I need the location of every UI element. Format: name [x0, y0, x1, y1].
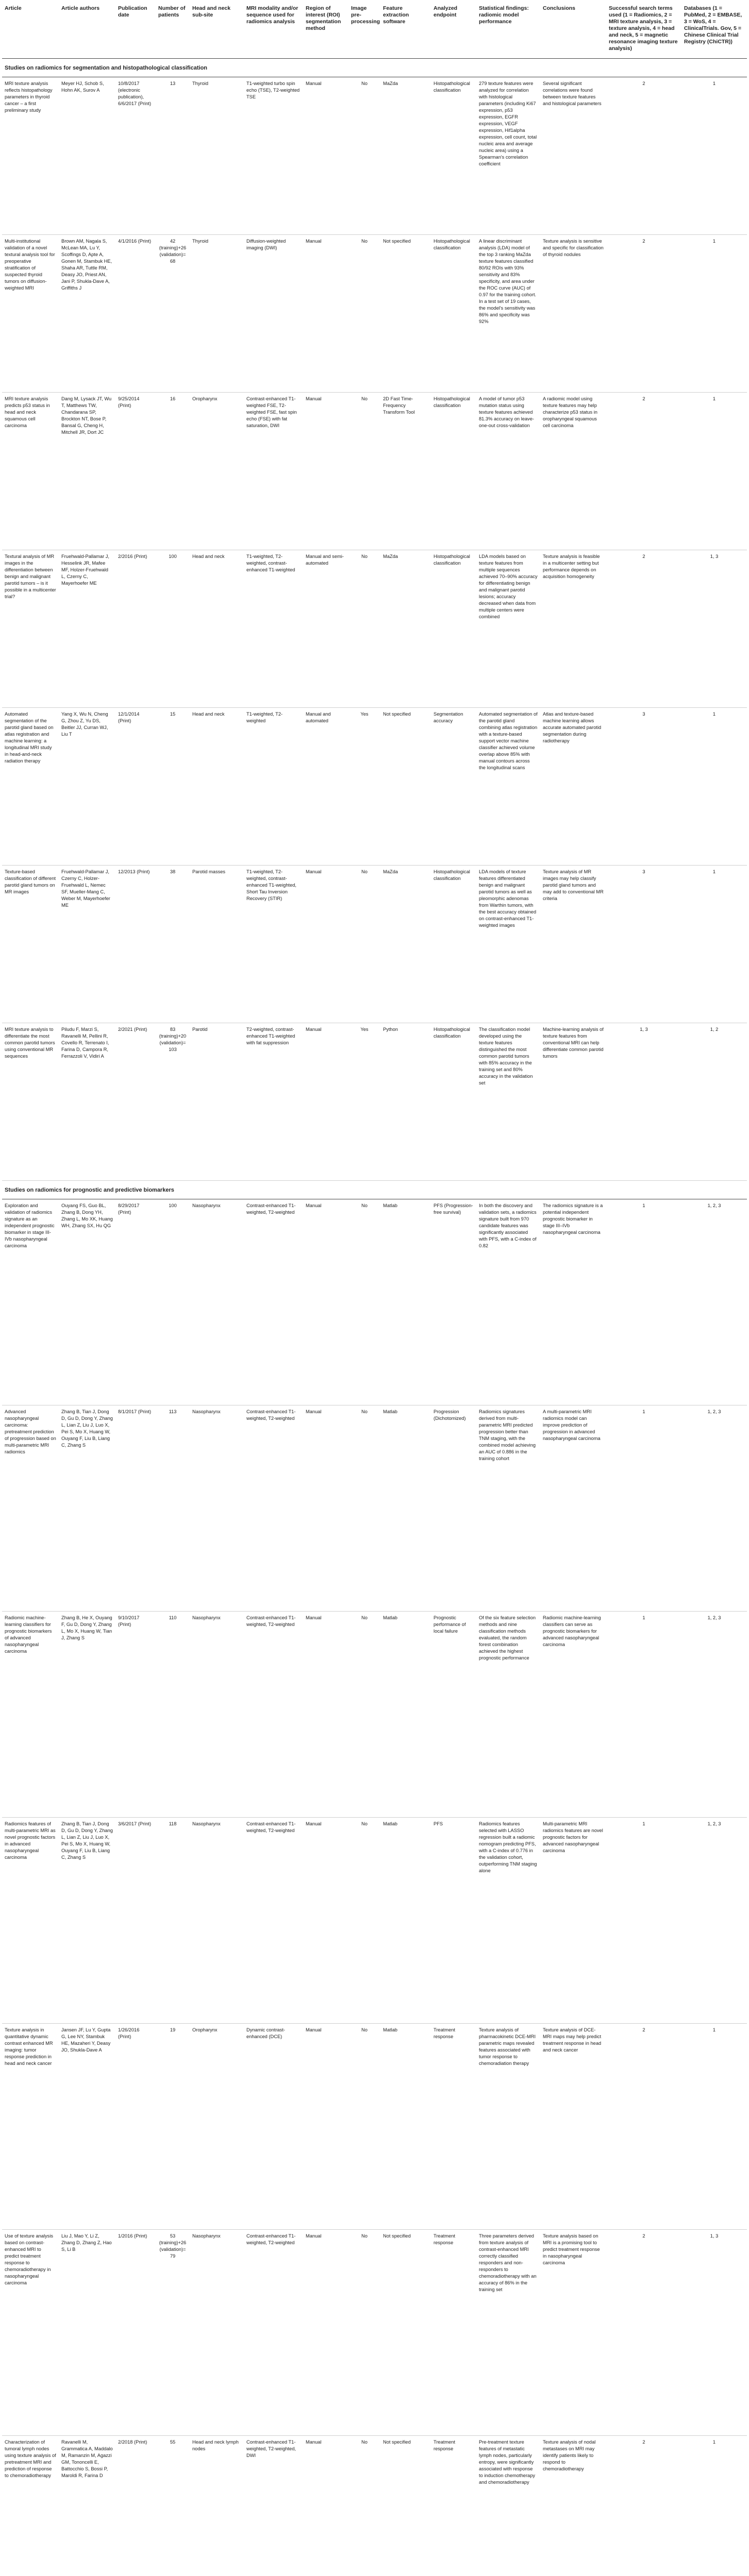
- cell-site: Oropharynx: [190, 393, 244, 550]
- cell-databases: 1, 2, 3: [681, 1405, 747, 1612]
- table-row: [2, 2024, 747, 2230]
- table-row: [2, 1199, 747, 1405]
- cell-article: Characterization of tumoral lymph nodes using texture analysis of pretreatment MRI and prediction of response to chemoradiotherapy: [2, 2436, 59, 2576]
- cell-preproc: No: [348, 393, 380, 550]
- cell-endpoint: Treatment response: [431, 2436, 476, 2576]
- cell-terms: 2: [606, 393, 681, 550]
- table-header: [2, 0, 747, 59]
- cell-conclusions: A radiomic model using texture features may help characterize p53 status in oropharyngeal squamous cell carcinoma: [540, 393, 606, 550]
- cell-authors: Piludu F, Marzi S, Ravanelli M, Pellini R, Covello R, Terrenato I, Farina D, Campora R, Ferrazzoli V, Vidiri A: [59, 1023, 115, 1181]
- cell-patients: 42 (training)+26 (validation)=68: [156, 235, 190, 393]
- cell-databases: 1: [681, 77, 747, 235]
- cell-authors: Fruehwald-Pallamar J, Czerny C, Holzer-Fruehwald L, Nemec SF, Mueller-Mang C, Weber M, Mayerhoefer ME: [59, 866, 115, 1023]
- table-row: [2, 550, 747, 708]
- cell-authors: Zhang B, Tian J, Dong D, Gu D, Dong Y, Zhang L, Lian Z, Liu J, Luo X, Pei S, Mo X, Huang W, Ouyang F, Liu B, Liang C, Zhang S: [59, 1405, 115, 1612]
- cell-mri: Contrast-enhanced T1-weighted, T2-weighted: [244, 1199, 303, 1405]
- cell-site: Head and neck: [190, 550, 244, 708]
- cell-site: Parotid masses: [190, 866, 244, 1023]
- cell-findings: LDA models of texture features differentiated benign and malignant parotid tumors as well as pleomorphic adenomas from Warthin tumors, with the best accuracy obtained on contrast-enhanced T1-weighted images: [476, 866, 540, 1023]
- cell-databases: 1, 2: [681, 1023, 747, 1181]
- cell-preproc: No: [348, 2436, 380, 2576]
- cell-endpoint: Treatment response: [431, 2024, 476, 2230]
- cell-date: 1/26/2016 (Print): [115, 2024, 156, 2230]
- cell-conclusions: Texture analysis of MR images may help classify parotid gland tumors and may add to conventional MR criteria: [540, 866, 606, 1023]
- cell-patients: 53 (training)+26 (validation)=79: [156, 2230, 190, 2436]
- cell-endpoint: Histopathological classification: [431, 77, 476, 235]
- header-row: [2, 0, 747, 59]
- cell-authors: Dang M, Lysack JT, Wu T, Matthews TW, Chandarana SP, Brockton NT, Bose P, Bansal G, Cheng H, Mitchell JR, Dort JC: [59, 393, 115, 550]
- cell-findings: Pre-treatment texture features of metastatic lymph nodes, particularly entropy, were significantly associated with response to induction chemotherapy and chemoradiotherapy: [476, 2436, 540, 2576]
- cell-date: 9/25/2014 (Print): [115, 393, 156, 550]
- header-mri: MRI modality and/or sequence used for radiomics analysis: [244, 0, 303, 59]
- cell-article: Texture analysis in quantitative dynamic contrast enhanced MR imaging: tumor response prediction in head and neck cancer: [2, 2024, 59, 2230]
- cell-article: Multi-institutional validation of a novel textural analysis tool for preoperative stratification of suspected thyroid tumors on diffusion-weighted MRI: [2, 235, 59, 393]
- cell-terms: 2: [606, 77, 681, 235]
- cell-findings: 279 texture features were analyzed for correlation with histological parameters (including Ki67 expression, p53 expression, EGFR expression, VEGF expression, Hif1alpha expression, cell count, total nucleic area and average nucleic area) using a Spearman's correlation coefficient: [476, 77, 540, 235]
- cell-date: 2/2016 (Print): [115, 550, 156, 708]
- cell-preproc: No: [348, 1818, 380, 2024]
- header-date: Publication date: [115, 0, 156, 59]
- cell-terms: 2: [606, 2230, 681, 2436]
- cell-mri: Contrast-enhanced T1-weighted FSE, T2-weighted FSE, fast spin echo (FSE) with fat saturation, DWI: [244, 393, 303, 550]
- cell-terms: 3: [606, 708, 681, 866]
- cell-patients: 19: [156, 2024, 190, 2230]
- cell-date: 8/29/2017 (Print): [115, 1199, 156, 1405]
- cell-software: MaZda: [380, 550, 431, 708]
- table-row: [2, 77, 747, 235]
- cell-preproc: No: [348, 1199, 380, 1405]
- cell-software: MaZda: [380, 866, 431, 1023]
- cell-site: Head and neck lymph nodes: [190, 2436, 244, 2576]
- cell-findings: The classification model developed using the texture features distinguished the most common parotid tumors with 85% accuracy in the training set and 80% accuracy in the validation set: [476, 1023, 540, 1181]
- cell-patients: 100: [156, 1199, 190, 1405]
- cell-databases: 1, 3: [681, 2230, 747, 2436]
- cell-article: Use of texture analysis based on contrast-enhanced MRI to predict treatment response to chemoradiotherapy in nasopharyngeal carcinoma: [2, 2230, 59, 2436]
- cell-software: Matlab: [380, 2024, 431, 2230]
- cell-mri: Contrast-enhanced T1-weighted, T2-weighted: [244, 1818, 303, 2024]
- cell-databases: 1, 2, 3: [681, 1199, 747, 1405]
- cell-endpoint: Histopathological classification: [431, 393, 476, 550]
- cell-authors: Ravanelli M, Grammatica A, Maddalo M, Ramanzin M, Agazzi GM, Tononcelli E, Battocchio S, Bossi P, Maroldi R, Farina D: [59, 2436, 115, 2576]
- section-row: [2, 1181, 747, 1199]
- cell-terms: 2: [606, 550, 681, 708]
- cell-findings: Three parameters derived from texture analysis of contrast-enhanced MRI correctly classified responders and non-responders to chemoradiotherapy with an accuracy of 86% in the training set: [476, 2230, 540, 2436]
- cell-mri: Contrast-enhanced T1-weighted, T2-weighted: [244, 1612, 303, 1818]
- header-databases: Databases (1 = PubMed, 2 = EMBASE, 3 = WoS, 4 = ClinicalTrials. Gov, 5 = Chinese Clinical Trial Registry (ChiCTR)): [681, 0, 747, 59]
- cell-mri: T1-weighted, T2-weighted: [244, 708, 303, 866]
- section-title: Studies on radiomics for prognostic and predictive biomarkers: [2, 1181, 747, 1199]
- cell-endpoint: Histopathological classification: [431, 235, 476, 393]
- cell-article: MRI texture analysis reflects histopathology parameters in thyroid cancer – a first preliminary study: [2, 77, 59, 235]
- cell-findings: A linear discriminant analysis (LDA) model of the top 3 ranking MaZda texture features classified 80/92 ROIs with 93% sensitivity and 83% specificity, and area under the ROC curve (AUC) of 0.97 for the training cohort. In a test set of 19 cases, the model's sensitivity was 86% and specificity was 92%: [476, 235, 540, 393]
- cell-site: Nasopharynx: [190, 1818, 244, 2024]
- cell-software: Python: [380, 1023, 431, 1181]
- table-row: [2, 393, 747, 550]
- cell-authors: Ouyang FS, Guo BL, Zhang B, Dong YH, Zhang L, Mo XK, Huang WH, Zhang SX, Hu QG: [59, 1199, 115, 1405]
- section-row: [2, 59, 747, 77]
- cell-findings: Of the six feature selection methods and nine classification methods evaluated, the random forest combination achieved the highest prognostic performance: [476, 1612, 540, 1818]
- cell-article: Radiomic machine-learning classifiers for prognostic biomarkers of advanced nasopharyngeal carcinoma: [2, 1612, 59, 1818]
- cell-terms: 2: [606, 2024, 681, 2230]
- cell-terms: 2: [606, 2436, 681, 2576]
- cell-preproc: Yes: [348, 708, 380, 866]
- cell-date: 2/2018 (Print): [115, 2436, 156, 2576]
- cell-databases: 1, 2, 3: [681, 1818, 747, 2024]
- cell-article: MRI texture analysis to differentiate the most common parotid tumors using conventional MR sequences: [2, 1023, 59, 1181]
- table-row: [2, 2230, 747, 2436]
- cell-roi: Manual: [303, 2436, 348, 2576]
- cell-findings: Radiomics signatures derived from multi-parametric MRI predicted progression better than TNM staging, with the combined model achieving an AUC of 0.886 in the training cohort: [476, 1405, 540, 1612]
- cell-endpoint: Segmentation accuracy: [431, 708, 476, 866]
- cell-databases: 1: [681, 2436, 747, 2576]
- cell-date: 12/1/2014 (Print): [115, 708, 156, 866]
- cell-conclusions: Texture analysis is sensitive and specific for classification of thyroid nodules: [540, 235, 606, 393]
- cell-mri: T2-weighted, contrast-enhanced T1-weighted with fat suppression: [244, 1023, 303, 1181]
- header-authors: Article authors: [59, 0, 115, 59]
- cell-software: Matlab: [380, 1612, 431, 1818]
- cell-roi: Manual and automated: [303, 708, 348, 866]
- cell-endpoint: PFS (Progression-free survival): [431, 1199, 476, 1405]
- cell-preproc: No: [348, 2024, 380, 2230]
- header-preproc: Image pre-processing: [348, 0, 380, 59]
- cell-software: 2D Fast Time-Frequency Transform Tool: [380, 393, 431, 550]
- cell-date: 3/6/2017 (Print): [115, 1818, 156, 2024]
- cell-terms: 2: [606, 235, 681, 393]
- cell-preproc: No: [348, 1612, 380, 1818]
- cell-preproc: No: [348, 1405, 380, 1612]
- cell-databases: 1: [681, 393, 747, 550]
- cell-conclusions: Multi-parametric MRI radiomics features are novel prognostic factors for advanced nasopharyngeal carcinoma: [540, 1818, 606, 2024]
- cell-date: 12/2013 (Print): [115, 866, 156, 1023]
- cell-findings: A model of tumor p53 mutation status using texture features achieved 81.3% accuracy on leave-one-out cross-validation: [476, 393, 540, 550]
- section-title: Studies on radiomics for segmentation and histopathological classification: [2, 59, 747, 77]
- cell-conclusions: Several significant correlations were found between texture features and histological parameters: [540, 77, 606, 235]
- cell-databases: 1: [681, 866, 747, 1023]
- cell-roi: Manual: [303, 1612, 348, 1818]
- cell-software: Matlab: [380, 1818, 431, 2024]
- table-row: [2, 708, 747, 866]
- cell-software: Not specified: [380, 2436, 431, 2576]
- cell-software: Not specified: [380, 2230, 431, 2436]
- cell-conclusions: Texture analysis based on MRI is a promising tool to predict treatment response in nasopharyngeal carcinoma: [540, 2230, 606, 2436]
- cell-mri: T1-weighted, T2-weighted, contrast-enhanced T1-weighted: [244, 550, 303, 708]
- table-body: [2, 59, 747, 2576]
- cell-site: Head and neck: [190, 708, 244, 866]
- cell-date: 4/1/2016 (Print): [115, 235, 156, 393]
- cell-authors: Zhang B, He X, Ouyang F, Gu D, Dong Y, Zhang L, Mo X, Huang W, Tian J, Zhang S: [59, 1612, 115, 1818]
- literature-table: [2, 0, 747, 2576]
- cell-findings: In both the discovery and validation sets, a radiomics signature built from 970 candidate features was significantly associated with PFS, with a C-index of 0.82: [476, 1199, 540, 1405]
- cell-endpoint: Histopathological classification: [431, 866, 476, 1023]
- header-terms: Successful search terms used (1 = Radiomics, 2 = MRI texture analysis, 3 = texture analysis, 4 = head and neck, 5 = magnetic resonance imaging texture analysis): [606, 0, 681, 59]
- cell-roi: Manual: [303, 1199, 348, 1405]
- cell-conclusions: Radiomic machine-learning classifiers can serve as prognostic biomarkers for advanced nasopharyngeal carcinoma: [540, 1612, 606, 1818]
- cell-conclusions: Atlas and texture-based machine learning allows accurate automated parotid segmentation during radiotherapy: [540, 708, 606, 866]
- cell-endpoint: Treatment response: [431, 2230, 476, 2436]
- cell-preproc: No: [348, 866, 380, 1023]
- cell-roi: Manual: [303, 393, 348, 550]
- cell-software: Matlab: [380, 1199, 431, 1405]
- cell-patients: 38: [156, 866, 190, 1023]
- header-article: Article: [2, 0, 59, 59]
- cell-preproc: No: [348, 77, 380, 235]
- cell-authors: Zhang B, Tian J, Dong D, Gu D, Dong Y, Zhang L, Lian Z, Liu J, Luo X, Pei S, Mo X, Huang W, Ouyang F, Liu B, Liang C, Zhang S: [59, 1818, 115, 2024]
- cell-findings: Texture analysis of pharmacokinetic DCE-MRI parametric maps revealed features associated with tumor response to chemoradiation therapy: [476, 2024, 540, 2230]
- cell-conclusions: Texture analysis of DCE-MRI maps may help predict treatment response in head and neck cancer: [540, 2024, 606, 2230]
- cell-mri: Contrast-enhanced T1-weighted, T2-weighted, DWI: [244, 2436, 303, 2576]
- cell-authors: Liu J, Mao Y, Li Z, Zhang D, Zhang Z, Hao S, Li B: [59, 2230, 115, 2436]
- cell-databases: 1: [681, 235, 747, 393]
- cell-preproc: No: [348, 2230, 380, 2436]
- cell-conclusions: Texture analysis of nodal metastases on MRI may identify patients likely to respond to chemoradiotherapy: [540, 2436, 606, 2576]
- cell-software: MaZda: [380, 77, 431, 235]
- cell-date: 1/2016 (Print): [115, 2230, 156, 2436]
- cell-databases: 1: [681, 2024, 747, 2230]
- cell-software: Not specified: [380, 708, 431, 866]
- cell-roi: Manual: [303, 235, 348, 393]
- cell-authors: Brown AM, Nagala S, McLean MA, Lu Y, Scoffings D, Apte A, Gonen M, Stambuk HE, Shaha AR, Tuttle RM, Deasy JO, Priest AN, Jani P, Shukla-Dave A, Griffiths J: [59, 235, 115, 393]
- cell-preproc: No: [348, 235, 380, 393]
- cell-findings: LDA models based on texture features from multiple sequences achieved 70–90% accuracy for differentiating benign and malignant parotid lesions; accuracy decreased when data from multiple centers were combined: [476, 550, 540, 708]
- table-row: [2, 1818, 747, 2024]
- cell-roi: Manual and semi-automated: [303, 550, 348, 708]
- cell-endpoint: Histopathological classification: [431, 1023, 476, 1181]
- cell-mri: Dynamic contrast-enhanced (DCE): [244, 2024, 303, 2230]
- cell-roi: Manual: [303, 1023, 348, 1181]
- cell-roi: Manual: [303, 77, 348, 235]
- cell-patients: 15: [156, 708, 190, 866]
- cell-article: Texture-based classification of different parotid gland tumors on MR images: [2, 866, 59, 1023]
- table-row: [2, 1023, 747, 1181]
- cell-patients: 100: [156, 550, 190, 708]
- header-conclusions: Conclusions: [540, 0, 606, 59]
- cell-patients: 55: [156, 2436, 190, 2576]
- cell-terms: 1: [606, 1405, 681, 1612]
- cell-databases: 1: [681, 708, 747, 866]
- cell-software: Matlab: [380, 1405, 431, 1612]
- cell-authors: Meyer HJ, Schob S, Hohn AK, Surov A: [59, 77, 115, 235]
- cell-patients: 118: [156, 1818, 190, 2024]
- cell-preproc: Yes: [348, 1023, 380, 1181]
- cell-findings: Automated segmentation of the parotid gland combining atlas registration with a texture-based support vector machine classifier achieved volume overlap above 85% with manual contours across the longitudinal scans: [476, 708, 540, 866]
- cell-patients: 16: [156, 393, 190, 550]
- cell-patients: 13: [156, 77, 190, 235]
- header-site: Head and neck sub-site: [190, 0, 244, 59]
- table-row: [2, 866, 747, 1023]
- cell-conclusions: The radiomics signature is a potential independent prognostic biomarker in stage III–IVb nasopharyngeal carcinoma: [540, 1199, 606, 1405]
- cell-mri: Contrast-enhanced T1-weighted, T2-weighted: [244, 1405, 303, 1612]
- cell-site: Nasopharynx: [190, 1405, 244, 1612]
- cell-article: Automated segmentation of the parotid gland based on atlas registration and machine learning: a longitudinal MRI study in head-and-neck radiation therapy: [2, 708, 59, 866]
- header-roi: Region of interest (ROI) segmentation method: [303, 0, 348, 59]
- cell-site: Thyroid: [190, 77, 244, 235]
- cell-endpoint: PFS: [431, 1818, 476, 2024]
- cell-mri: Contrast-enhanced T1-weighted, T2-weighted: [244, 2230, 303, 2436]
- cell-roi: Manual: [303, 1818, 348, 2024]
- table-row: [2, 1405, 747, 1612]
- cell-article: Radiomics features of multi-parametric MRI as novel prognostic factors in advanced nasopharyngeal carcinoma: [2, 1818, 59, 2024]
- cell-conclusions: A multi-parametric MRI radiomics model can improve prediction of progression in advanced nasopharyngeal carcinoma: [540, 1405, 606, 1612]
- cell-date: 9/10/2017 (Print): [115, 1612, 156, 1818]
- cell-conclusions: Machine-learning analysis of texture features from conventional MRI can help differentiate common parotid tumors: [540, 1023, 606, 1181]
- cell-software: Not specified: [380, 235, 431, 393]
- header-patients: Number of patients: [156, 0, 190, 59]
- cell-site: Thyroid: [190, 235, 244, 393]
- cell-site: Nasopharynx: [190, 2230, 244, 2436]
- cell-mri: T1-weighted turbo spin echo (TSE), T2-weighted TSE: [244, 77, 303, 235]
- header-software: Feature extraction software: [380, 0, 431, 59]
- table-row: [2, 235, 747, 393]
- cell-terms: 1: [606, 1818, 681, 2024]
- cell-endpoint: Progression (Dichotomized): [431, 1405, 476, 1612]
- table-row: [2, 1612, 747, 1818]
- cell-patients: 83 (training)+20 (validation)=103: [156, 1023, 190, 1181]
- cell-authors: Yang X, Wu N, Cheng G, Zhou Z, Yu DS, Beitler JJ, Curran WJ, Liu T: [59, 708, 115, 866]
- cell-date: 10/8/2017 (electronic publication), 6/6/2017 (Print): [115, 77, 156, 235]
- cell-databases: 1, 3: [681, 550, 747, 708]
- cell-date: 2/2021 (Print): [115, 1023, 156, 1181]
- cell-mri: T1-weighted, T2-weighted, contrast-enhanced T1-weighted, Short Tau Inversion Recovery (STIR): [244, 866, 303, 1023]
- cell-databases: 1, 2, 3: [681, 1612, 747, 1818]
- table-row: [2, 2436, 747, 2576]
- cell-terms: 1: [606, 1612, 681, 1818]
- cell-date: 8/1/2017 (Print): [115, 1405, 156, 1612]
- cell-roi: Manual: [303, 2230, 348, 2436]
- cell-terms: 3: [606, 866, 681, 1023]
- cell-site: Parotid: [190, 1023, 244, 1181]
- cell-terms: 1: [606, 1199, 681, 1405]
- cell-authors: Fruehwald-Pallamar J, Hesselink JR, Mafee MF, Holzer-Fruehwald L, Czerny C, Mayerhoefer ME: [59, 550, 115, 708]
- cell-article: Textural analysis of MR images in the differentiation between benign and malignant parotid tumors – is it possible in a multicenter trial?: [2, 550, 59, 708]
- cell-roi: Manual: [303, 2024, 348, 2230]
- cell-article: Advanced nasopharyngeal carcinoma: pretreatment prediction of progression based on multi-parametric MRI radiomics: [2, 1405, 59, 1612]
- cell-patients: 113: [156, 1405, 190, 1612]
- cell-article: Exploration and validation of radiomics signature as an independent prognostic biomarker in stage III-IVb nasopharyngeal carcinoma: [2, 1199, 59, 1405]
- cell-conclusions: Texture analysis is feasible in a multicenter setting but performance depends on acquisition homogeneity: [540, 550, 606, 708]
- cell-endpoint: Histopathological classification: [431, 550, 476, 708]
- cell-findings: Radiomics features selected with LASSO regression built a radiomic nomogram predicting PFS, with a C-index of 0.776 in the validation cohort, outperforming TNM staging alone: [476, 1818, 540, 2024]
- cell-authors: Jansen JF, Lu Y, Gupta G, Lee NY, Stambuk HE, Mazaheri Y, Deasy JO, Shukla-Dave A: [59, 2024, 115, 2230]
- cell-site: Nasopharynx: [190, 1199, 244, 1405]
- cell-site: Nasopharynx: [190, 1612, 244, 1818]
- cell-article: MRI texture analysis predicts p53 status in head and neck squamous cell carcinoma: [2, 393, 59, 550]
- cell-patients: 110: [156, 1612, 190, 1818]
- cell-terms: 1, 3: [606, 1023, 681, 1181]
- cell-roi: Manual: [303, 1405, 348, 1612]
- cell-roi: Manual: [303, 866, 348, 1023]
- cell-preproc: No: [348, 550, 380, 708]
- cell-mri: Diffusion-weighted imaging (DWI): [244, 235, 303, 393]
- header-endpoint: Analyzed endpoint: [431, 0, 476, 59]
- cell-site: Oropharynx: [190, 2024, 244, 2230]
- header-findings: Statistical findings: radiomic model performance: [476, 0, 540, 59]
- cell-endpoint: Prognostic performance of local failure: [431, 1612, 476, 1818]
